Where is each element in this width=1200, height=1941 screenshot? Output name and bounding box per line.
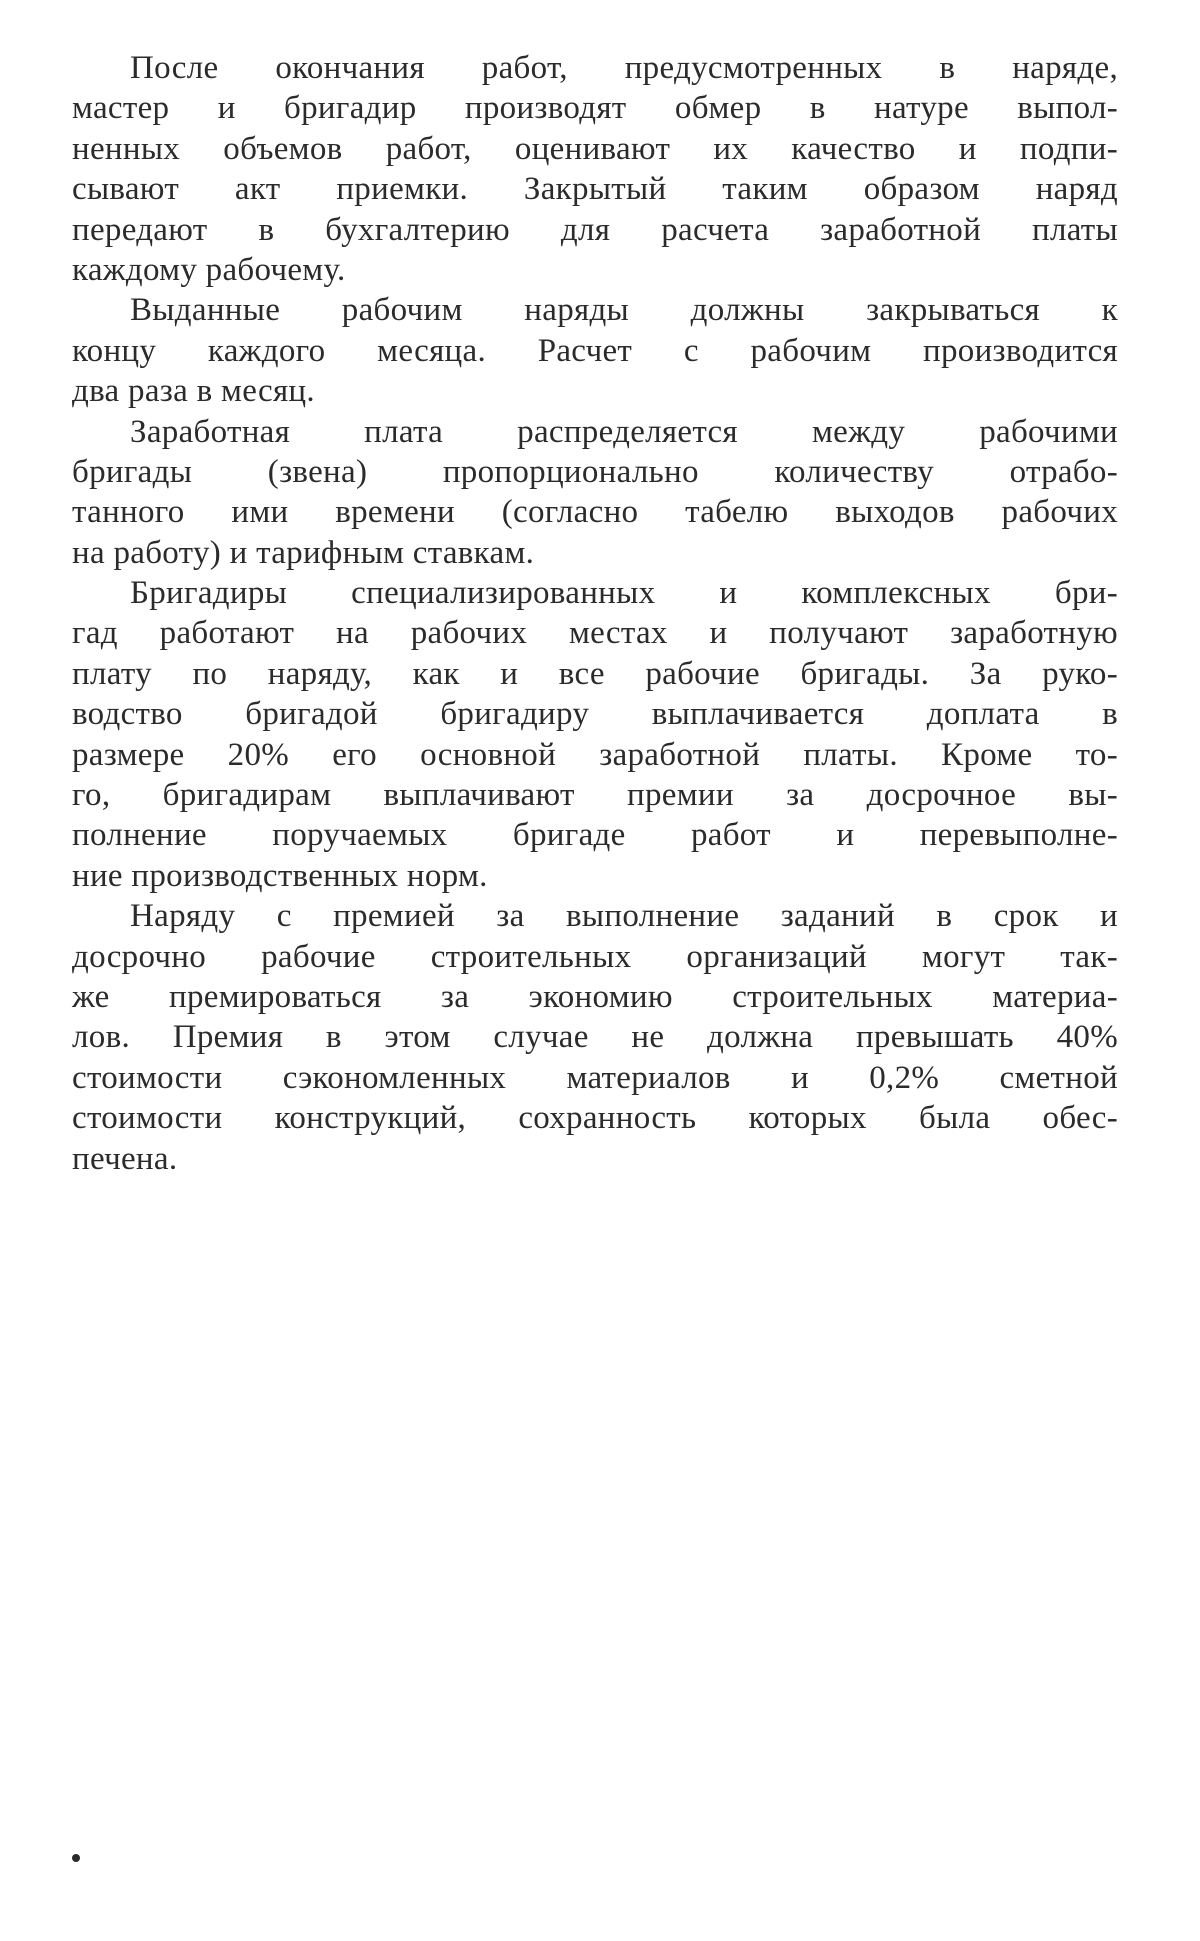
text-line: гад работают на рабочих местах и получают заработную bbox=[72, 615, 1118, 652]
text-line: Наряду с премией за выполнение заданий в срок и bbox=[130, 898, 1118, 935]
text-line: го, бригадирам выплачивают премии за досрочное вы- bbox=[72, 777, 1118, 814]
text-line: мастер и бригадир производят обмер в натуре выпол- bbox=[72, 90, 1118, 127]
text-line: каждому рабочему. bbox=[72, 251, 346, 288]
text-line: стоимости конструкций, сохранность которых была обес- bbox=[72, 1100, 1118, 1137]
text-line: лов. Премия в этом случае не должна превышать 40% bbox=[72, 1019, 1118, 1056]
text-line: сывают акт приемки. Закрытый таким образом наряд bbox=[72, 171, 1118, 208]
text-line: Выданные рабочим наряды должны закрываться к bbox=[130, 292, 1118, 329]
text-line: Бригадиры специализированных и комплексных бри- bbox=[130, 575, 1118, 612]
text-line: ненных объемов работ, оценивают их качество и подпи- bbox=[72, 130, 1118, 167]
scan-dot-mark bbox=[72, 1854, 80, 1862]
text-line: передают в бухгалтерию для расчета заработной платы bbox=[72, 211, 1118, 248]
text-line: стоимости сэкономленных материалов и 0,2% сметной bbox=[72, 1059, 1118, 1096]
text-line: концу каждого месяца. Расчет с рабочим производится bbox=[72, 332, 1118, 369]
body-text bbox=[72, 48, 1118, 1179]
text-line: на работу) и тарифным ставкам. bbox=[72, 534, 535, 571]
text-line: водство бригадой бригадиру выплачивается доплата в bbox=[72, 696, 1118, 733]
text-line: танного ими времени (согласно табелю выходов рабочих bbox=[72, 494, 1118, 531]
text-line: бригады (звена) пропорционально количеству отрабо- bbox=[72, 453, 1118, 490]
text-line: полнение поручаемых бригаде работ и перевыполне- bbox=[72, 817, 1118, 854]
text-line: досрочно рабочие строительных организаций могут так- bbox=[72, 938, 1118, 975]
text-line: два раза в месяц. bbox=[72, 373, 315, 410]
text-line: размере 20% его основной заработной платы. Кроме то- bbox=[72, 736, 1118, 773]
text-line: ние производственных норм. bbox=[72, 857, 488, 894]
text-line: печена. bbox=[72, 1140, 178, 1177]
text-line: же премироваться за экономию строительных материа- bbox=[72, 978, 1118, 1015]
text-line: Заработная плата распределяется между рабочими bbox=[130, 413, 1118, 450]
text-line: плату по наряду, как и все рабочие бригады. За руко- bbox=[72, 655, 1118, 692]
text-line: После окончания работ, предусмотренных в наряде, bbox=[130, 50, 1118, 86]
